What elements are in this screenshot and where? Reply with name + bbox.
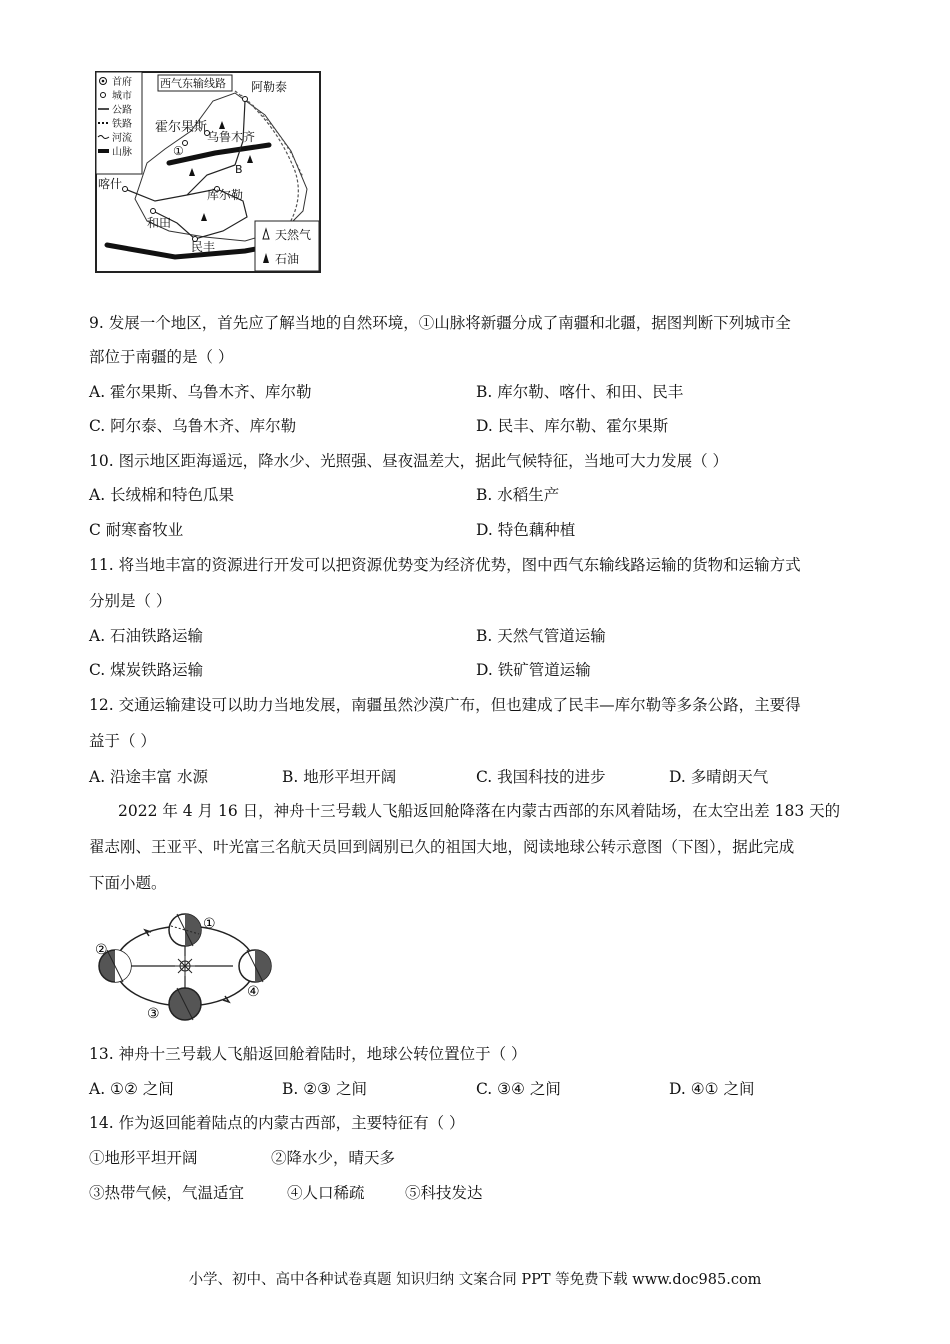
- label-altay: 阿勒泰: [251, 80, 288, 94]
- earth-orbit-diagram: [93, 910, 283, 1030]
- legend-railway: 铁路: [112, 119, 132, 130]
- sun-icon: [175, 956, 195, 976]
- q14-item-4: ④人口稀疏: [287, 1184, 365, 1202]
- xinjiang-map: [95, 71, 321, 273]
- q12-stem-line-2: 益于（ ）: [89, 732, 156, 750]
- q11-option-a[interactable]: A. 石油铁路运输: [89, 627, 204, 645]
- label-kashgar: 喀什: [98, 177, 123, 191]
- earth-position-4: [239, 950, 271, 982]
- q10-option-d[interactable]: D. 特色藕种植: [476, 521, 576, 539]
- label-korla: 库尔勒: [207, 188, 244, 202]
- label-horgos: 霍尔果斯: [155, 120, 208, 135]
- q10-option-a[interactable]: A. 长绒棉和特色瓜果: [89, 486, 235, 504]
- q13-option-c[interactable]: C. ③④ 之间: [476, 1080, 561, 1098]
- passage-line-2: 翟志刚、王亚平、叶光富三名航天员回到阔别已久的祖国大地，阅读地球公转示意图（下图），据此完成: [89, 838, 795, 856]
- resource-legend: [255, 221, 319, 271]
- q13-option-d[interactable]: D. ④① 之间: [669, 1080, 755, 1098]
- q9-stem-line-1: 9. 发展一个地区，首先应了解当地的自然环境，①山脉将新疆分成了南疆和北疆，据图判断下列城市全: [89, 314, 791, 332]
- q13-option-b[interactable]: B. ②③ 之间: [282, 1080, 367, 1098]
- q14-item-2: ②降水少，晴天多: [271, 1149, 396, 1167]
- page-footer: 小学、初中、高中各种试卷真题 知识归纳 文案合同 PPT 等免费下载 www.doc985.com: [188, 1272, 762, 1288]
- orbit-label-4: ④: [247, 984, 260, 1000]
- label-minfeng: 民丰: [191, 240, 216, 254]
- legend-gas: 天然气: [275, 228, 312, 242]
- q11-option-b[interactable]: B. 天然气管道运输: [476, 627, 606, 645]
- q12-option-d[interactable]: D. 多晴朗天气: [669, 768, 769, 786]
- orbit-label-3: ③: [147, 1006, 160, 1022]
- q14-item-3: ③热带气候，气温适宜: [89, 1184, 245, 1202]
- q10-option-b[interactable]: B. 水稻生产: [476, 486, 560, 504]
- legend-city: 城市: [112, 91, 132, 102]
- q9-option-c[interactable]: C. 阿尔泰、乌鲁木齐、库尔勒: [89, 417, 297, 435]
- label-pipeline: 西气东输线路: [160, 77, 226, 90]
- passage-line-1: 2022 年 4 月 16 日，神舟十三号载人飞船返回舱降落在内蒙古西部的东风着陆场，在太空出差 183 天的: [118, 802, 841, 820]
- q10-stem: 10. 图示地区距海遥远，降水少、光照强、昼夜温差大，据此气候特征，当地可大力发展（ ）: [89, 452, 729, 470]
- q14-item-1: ①地形平坦开阔: [89, 1149, 198, 1167]
- legend-river: 河流: [112, 133, 132, 144]
- legend-mountain: 山脉: [112, 147, 132, 158]
- q9-stem-line-2: 部位于南疆的是（ ）: [89, 348, 234, 366]
- q14-stem: 14. 作为返回能着陆点的内蒙古西部，主要特征有（ ）: [89, 1114, 465, 1132]
- q12-option-c[interactable]: C. 我国科技的进步: [476, 768, 606, 786]
- q10-option-c[interactable]: C 耐寒畜牧业: [89, 521, 184, 539]
- legend-capital: 首府: [112, 77, 132, 88]
- q11-stem-line-1: 11. 将当地丰富的资源进行开发可以把资源优势变为经济优势，图中西气东输线路运输的货物和运输方式: [89, 556, 801, 574]
- map-legend: [96, 72, 142, 174]
- q12-option-b[interactable]: B. 地形平坦开阔: [282, 768, 397, 786]
- q12-stem-line-1: 12. 交通运输建设可以助力当地发展，南疆虽然沙漠广布，但也建成了民丰—库尔勒等多条公路，主要得: [89, 696, 801, 714]
- q13-stem: 13. 神舟十三号载人飞船返回舱着陆时，地球公转位置位于（ ）: [89, 1045, 527, 1063]
- earth-position-1: [169, 914, 201, 946]
- q14-item-5: ⑤科技发达: [405, 1184, 483, 1202]
- earth-position-3: [169, 988, 201, 1020]
- q9-option-d[interactable]: D. 民丰、库尔勒、霍尔果斯: [476, 417, 669, 435]
- label-mark-1: ①: [173, 144, 184, 158]
- q9-option-b[interactable]: B. 库尔勒、喀什、和田、民丰: [476, 383, 684, 401]
- q11-stem-line-2: 分别是（ ）: [89, 592, 172, 610]
- passage-line-3: 下面小题。: [89, 874, 167, 892]
- label-urumqi: 乌鲁木齐: [207, 130, 256, 144]
- label-hotan: 和田: [147, 216, 172, 230]
- q11-option-c[interactable]: C. 煤炭铁路运输: [89, 661, 204, 679]
- legend-oil: 石油: [275, 252, 300, 266]
- label-mark-b: B: [235, 163, 243, 176]
- orbit-label-2: ②: [95, 942, 108, 958]
- orbit-label-1: ①: [203, 916, 216, 932]
- legend-highway: 公路: [112, 105, 132, 116]
- q9-option-a[interactable]: A. 霍尔果斯、乌鲁木齐、库尔勒: [89, 383, 312, 401]
- q11-option-d[interactable]: D. 铁矿管道运输: [476, 661, 591, 679]
- q12-option-a[interactable]: A. 沿途丰富 水源: [89, 768, 208, 786]
- q13-option-a[interactable]: A. ①② 之间: [89, 1080, 174, 1098]
